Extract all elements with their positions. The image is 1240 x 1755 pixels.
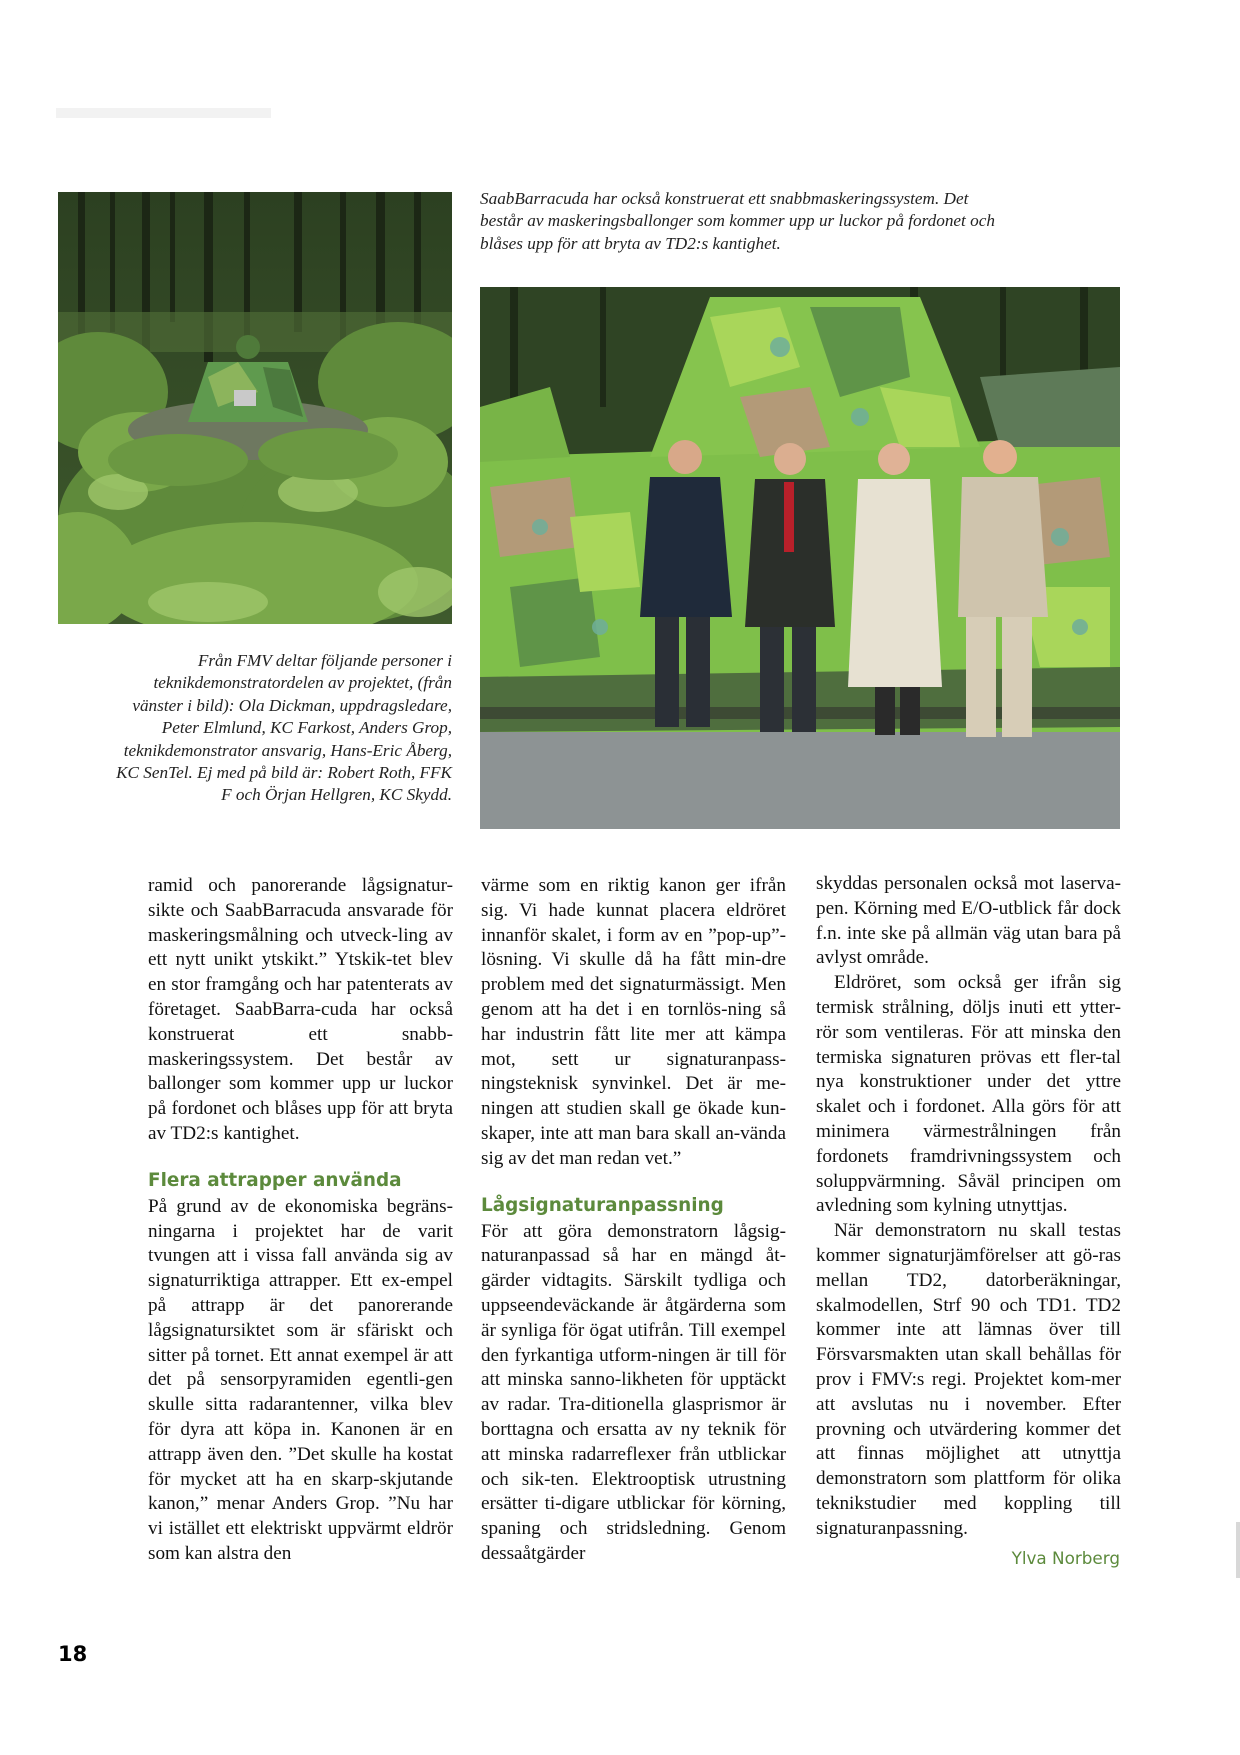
vehicle-group-illustration <box>480 287 1120 829</box>
article-column-2 <box>481 874 786 1567</box>
paragraph: När demonstratorn nu skall testas kommer signaturjämförelser att gö-ras mellan TD2, datorberäkningar, skalmodellen, Strf 90 och TD1. TD2 kommer inte att lämnas över till Försvarsmakten utan skall behållas för prov i FMV:s regi. Projektet kom-mer att avslutas nu i november. Efter provning och utvärdering kommer det att finnas möjlighet att utnyttja demonstratorn som plattform för olika teknikstudier med koppling till signaturanpassning. <box>816 1220 1121 1539</box>
paragraph: värme som en riktig kanon ger ifrån sig. Vi hade kunnat placera eldröret innanför skalet, i form av en ”pop-up”-lösning. Vi skulle då ha fått min-dre problem med det signaturmässigt. Men genom att ha det i en tornlös-ning så har industrin fått lite mer att kämpa mot, sett ur signaturanpass-ningsteknisk synvinkel. Det är me-ningen att studien skall ge ökade kun-skaper, inte att man bara skall an-vända sig av det man redan vet.” <box>481 875 786 1169</box>
paragraph: För att göra demonstratorn lågsig-naturanpassad så har en mängd åt-gärder vidtagits. Särskilt tydliga och uppseendeväckande är åtgärderna som är synliga för ögat utifrån. Till exempel den fyrkantiga utform-ningen är till för att minska sanno-likheten för upptäckt av radar. Tra-ditionella glasprismor är borttagna och ersatta av ny teknik för att minska radarreflexer från utblickar och sik-ten. Elektrooptisk utrustning ersätter ti-digare utblickar för körning, spaning och stridsledning. Genom dessaåtgärder <box>481 1220 786 1564</box>
photo-caption-left: Från FMV deltar följande personer i teknikdemonstratordelen av projektet, (från vänster i bild): Ola Dickman, uppdragsledare, Peter Elmlund, KC Farkost, Anders Grop, teknikdemonstrator ansvarig, Hans-Eric Åberg, KC SenTel. Ej med på bild är: Robert Roth, FFK F och Örjan Hellgren, KC Skydd. <box>116 651 452 805</box>
header-rule <box>56 108 271 118</box>
page-edge-mark <box>1236 1522 1240 1578</box>
page-number: 18 <box>58 1642 88 1666</box>
photo-group-with-vehicle <box>480 287 1120 829</box>
paragraph: skyddas personalen också mot laserva-pen. Körning med E/O-utblick får dock f.n. inte ske på allmän väg utan bara på avlyst område. <box>816 873 1121 969</box>
article-column-3 <box>816 872 1121 1542</box>
paragraph: På grund av de ekonomiska begräns-ningarna i projektet har de varit tvungen att i vissa fall använda sig av signaturriktiga attrapper. Ett ex-empel på attrapp är det panorerande lågsignatursiktet som är sfäriskt och sitter på tornet. Ett annat exempel är att det på sensorpyramiden egentli-gen skulle sitta radarantenner, vilka blev för dyra att köpa in. Kanonen är en attrapp även den. ”Det skulle ha kostat för mycket att ha en skarp-skjutande kanon,” menar Anders Grop. ”Nu har vi istället ett elektriskt uppvärmt eldrör som kan alstra den <box>148 1195 453 1564</box>
paragraph: ramid och panorerande lågsignatur-sikte och SaabBarracuda ansvarade för maskeringsmålning och utveck-ling av ett nytt unikt ytskikt.” Ytskik-tet blev en stor framgång och har patenterats av företaget. SaabBarra-cuda har också konstruerat ett snabb-maskeringssystem. Det består av ballonger som kommer upp ur luckor på fordonet och blåses upp för att bryta av TD2:s kantighet. <box>148 875 453 1144</box>
section-heading: Lågsignaturanpassning <box>481 1194 724 1216</box>
section-heading: Flera attrapper använda <box>148 1169 402 1191</box>
photo-turret-in-forest <box>58 192 452 624</box>
author-signature: Ylva Norberg <box>1011 1548 1120 1568</box>
paragraph: Eldröret, som också ger ifrån sig termisk strålning, döljs inuti ett ytter-rör som ventileras. För att minska den termiska signaturen prövas ett fler-tal nya konstruktioner under det yttre skalet och i fordonet. Alla görs för att minimera värmestrålningen från fordonets framdrivningssystem och soluppvärmning. Såväl principen om avledning som kylning utnyttjas. <box>816 972 1121 1217</box>
photo-caption-right: SaabBarracuda har också konstruerat ett snabbmaskeringssystem. Det består av maskeringsballonger som kommer upp ur luckor på fordonet och blåses upp för att bryta av TD2:s kantighet. <box>480 189 995 253</box>
forest-turret-illustration <box>58 192 452 624</box>
article-column-1 <box>148 874 453 1567</box>
